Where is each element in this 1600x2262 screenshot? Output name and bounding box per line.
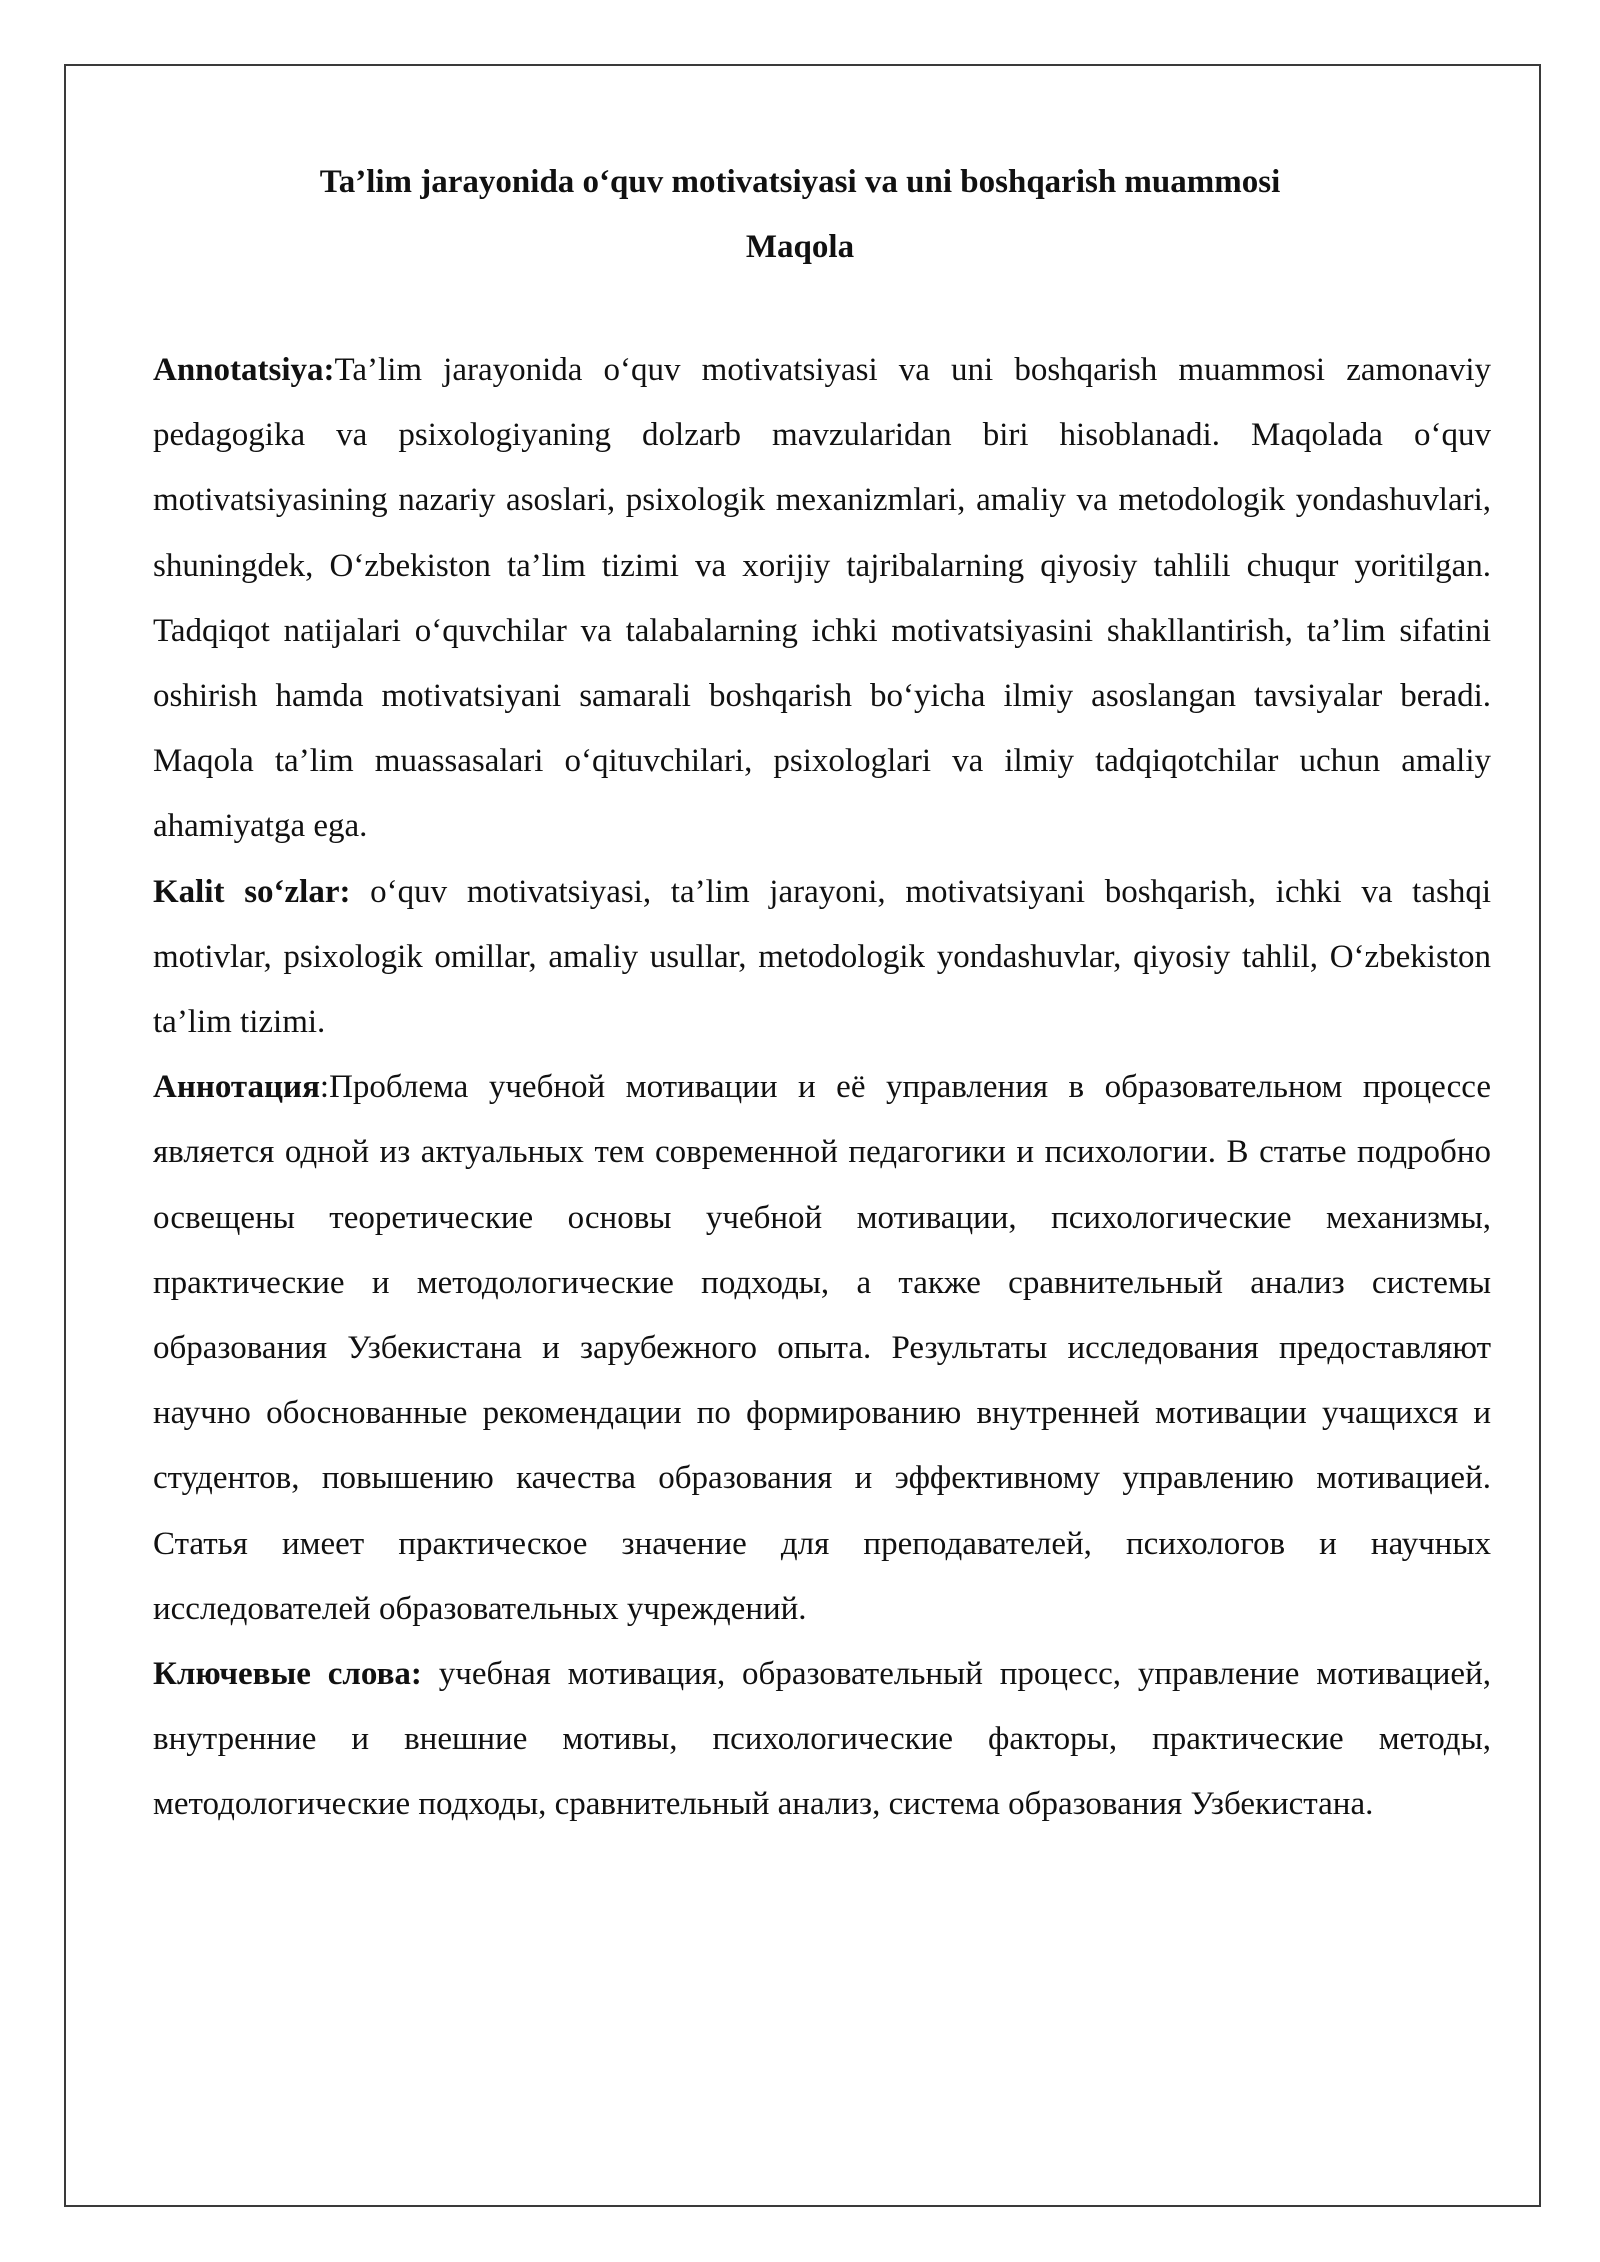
annotation-ru-label: Аннотация [153, 1069, 320, 1106]
keywords-uz-text: o‘quv motivatsiyasi, ta’lim jarayoni, motivatsiyani boshqarish, ichki va tashqi motivlar, psixologik omillar, amaliy usullar, metodologik yondashuvlar, qiyosiy tahlil, O‘zbekiston ta’lim tizimi. [153, 873, 1491, 1041]
annotation-uz-paragraph [153, 338, 1491, 860]
document-subtitle: Maqola [745, 229, 855, 265]
keywords-uz-label: Kalit so‘zlar: [153, 873, 351, 910]
annotation-ru-text: :Проблема учебной мотивации и её управления в образовательном процессе является одной из актуальных тем современной педагогики и психологии. В статье подробно освещены теоретические основы учебной мотивации, психологические механизмы, практические и методологические подходы, а также сравнительный анализ системы образования Узбекистана и зарубежного опыта. Результаты исследования предоставляют научно обоснованные рекомендации по формированию внутренней мотивации учащихся и студентов, повышению качества образования и эффективному управлению мотивацией. Статья имеет практическое значение для преподавателей, психологов и научных исследователей образовательных учреждений. [153, 1069, 1491, 1627]
document-body [153, 338, 1491, 1838]
keywords-ru-paragraph [153, 1642, 1491, 1838]
keywords-ru-text: учебная мотивация, образовательный процесс, управление мотивацией, внутренние и внешние мотивы, психологические факторы, практические методы, методологические подходы, сравнительный анализ, система образования Узбекистана. [153, 1656, 1491, 1823]
annotation-uz-text: Ta’lim jarayonida o‘quv motivatsiyasi va uni boshqarish muammosi zamonaviy pedagogika va psixologiyaning dolzarb mavzularidan biri hisoblanadi. Maqolada o‘quv motivatsiyasining nazariy asoslari, psixologik mexanizmlari, amaliy va metodologik yondashuvlari, shuningdek, O‘zbekiston ta’lim tizimi va xorijiy tajribalarning qiyosiy tahlili chuqur yoritilgan. Tadqiqot natijalari o‘quvchilar va talabalarning ichki motivatsiyasini shakllantirish, ta’lim sifatini oshirish hamda motivatsiyani samarali boshqarish bo‘yicha ilmiy asoslangan tavsiyalar beradi. Maqola ta’lim muassasalari o‘qituvchilari, psixologlari va ilmiy tadqiqotchilar uchun amaliy ahamiyatga ega. [153, 352, 1491, 845]
annotation-uz-label: Annotatsiya: [153, 352, 335, 388]
keywords-ru-label: Ключевые слова: [153, 1656, 422, 1693]
document-header [0, 150, 1600, 280]
keywords-uz-paragraph [153, 860, 1491, 1056]
annotation-ru-paragraph [153, 1055, 1491, 1642]
document-title: Ta’lim jarayonida o‘quv motivatsiyasi va uni boshqarish muammosi [319, 164, 1281, 200]
